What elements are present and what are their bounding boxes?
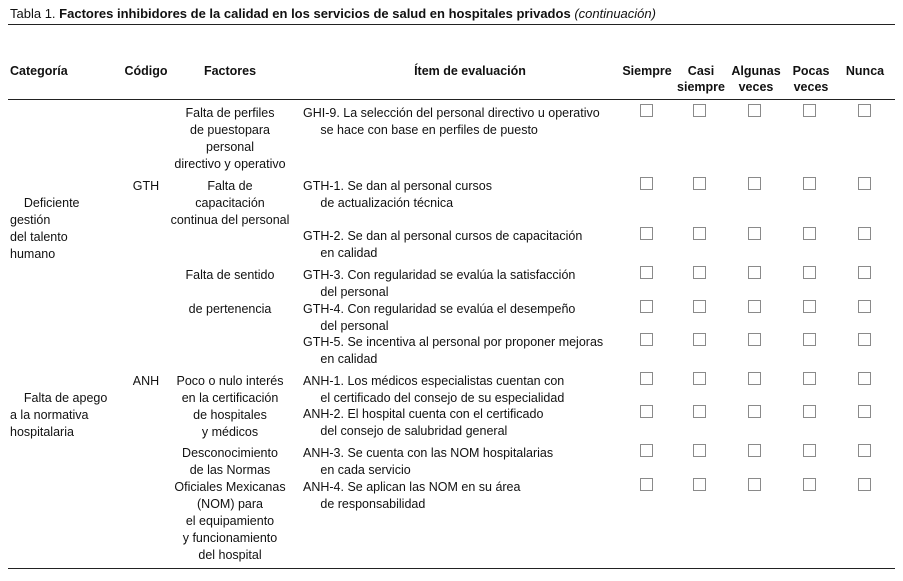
checkbox-siempre[interactable] bbox=[640, 227, 653, 240]
checkbox-siempre[interactable] bbox=[640, 478, 653, 491]
item-gth-5: GTH-5. Se incentiva al personal por proponer mejoras en calidad bbox=[303, 335, 604, 366]
checkbox-algunas-veces[interactable] bbox=[748, 405, 761, 418]
item-anh-2: ANH-2. El hospital cuenta con el certificado del consejo de salubridad general bbox=[303, 407, 544, 438]
caption-title: Factores inhibidores de la calidad en los servicios de salud en hospitales privados bbox=[59, 6, 571, 21]
checkbox-siempre[interactable] bbox=[640, 177, 653, 190]
top-rule bbox=[8, 24, 895, 25]
header-nunca: Nunca bbox=[845, 64, 885, 78]
checkbox-casi-siempre[interactable] bbox=[693, 405, 706, 418]
checkbox-pocas-veces[interactable] bbox=[803, 478, 816, 491]
header-siempre: Siempre bbox=[622, 64, 672, 78]
code-anh: ANH bbox=[132, 374, 160, 388]
factor-perfiles: Falta de perfiles de puestopara personal directivo y operativo bbox=[174, 106, 286, 171]
header-pocas-veces: Pocas veces bbox=[792, 64, 830, 94]
checkbox-pocas-veces[interactable] bbox=[803, 300, 816, 313]
item-anh-4: ANH-4. Se aplican las NOM en su área de responsabilidad bbox=[303, 480, 521, 511]
checkbox-casi-siempre[interactable] bbox=[693, 104, 706, 117]
checkbox-casi-siempre[interactable] bbox=[693, 372, 706, 385]
checkbox-nunca[interactable] bbox=[858, 227, 871, 240]
checkbox-siempre[interactable] bbox=[640, 104, 653, 117]
checkbox-algunas-veces[interactable] bbox=[748, 478, 761, 491]
checkbox-nunca[interactable] bbox=[858, 177, 871, 190]
checkbox-siempre[interactable] bbox=[640, 300, 653, 313]
checkbox-siempre[interactable] bbox=[640, 372, 653, 385]
checkbox-casi-siempre[interactable] bbox=[693, 266, 706, 279]
header-factores: Factores bbox=[203, 64, 257, 78]
checkbox-siempre[interactable] bbox=[640, 266, 653, 279]
factor-capacitacion: Falta de capacitación continua del personal bbox=[170, 179, 290, 227]
item-gth-4: GTH-4. Con regularidad se evalúa el desempeño del personal bbox=[303, 302, 576, 333]
checkbox-nunca[interactable] bbox=[858, 333, 871, 346]
checkbox-pocas-veces[interactable] bbox=[803, 372, 816, 385]
caption-continuation: (continuación) bbox=[574, 6, 656, 21]
checkbox-casi-siempre[interactable] bbox=[693, 300, 706, 313]
checkbox-algunas-veces[interactable] bbox=[748, 104, 761, 117]
factor-certificacion: Poco o nulo interés en la certificación de hospitales y médicos bbox=[176, 374, 284, 439]
checkbox-algunas-veces[interactable] bbox=[748, 333, 761, 346]
checkbox-algunas-veces[interactable] bbox=[748, 300, 761, 313]
item-anh-3: ANH-3. Se cuenta con las NOM hospitalarias en cada servicio bbox=[303, 446, 554, 477]
checkbox-pocas-veces[interactable] bbox=[803, 104, 816, 117]
header-algunas-veces: Algunas veces bbox=[731, 64, 781, 94]
checkbox-nunca[interactable] bbox=[858, 478, 871, 491]
checkbox-pocas-veces[interactable] bbox=[803, 444, 816, 457]
table-caption bbox=[10, 5, 656, 22]
header-item: Ítem de evaluación bbox=[414, 64, 526, 78]
checkbox-casi-siempre[interactable] bbox=[693, 227, 706, 240]
checkbox-nunca[interactable] bbox=[858, 372, 871, 385]
checkbox-algunas-veces[interactable] bbox=[748, 177, 761, 190]
checkbox-siempre[interactable] bbox=[640, 333, 653, 346]
checkbox-casi-siempre[interactable] bbox=[693, 177, 706, 190]
checkbox-casi-siempre[interactable] bbox=[693, 444, 706, 457]
bottom-rule bbox=[8, 568, 895, 569]
factor-sentido: Falta de sentido bbox=[185, 268, 275, 282]
category-anh bbox=[10, 373, 107, 458]
category-gth-name: Deficiente gestión del talento humano bbox=[10, 196, 80, 261]
checkbox-siempre[interactable] bbox=[640, 405, 653, 418]
code-gth: GTH bbox=[132, 179, 160, 193]
checkbox-algunas-veces[interactable] bbox=[748, 372, 761, 385]
header-codigo: Código bbox=[124, 64, 168, 78]
checkbox-algunas-veces[interactable] bbox=[748, 266, 761, 279]
item-gth-1: GTH-1. Se dan al personal cursos de actualización técnica bbox=[303, 179, 492, 210]
caption-label: Tabla 1. bbox=[10, 6, 56, 21]
checkbox-algunas-veces[interactable] bbox=[748, 444, 761, 457]
category-anh-name: Falta de apego a la normativa hospitalaria bbox=[10, 391, 108, 439]
header-categoria: Categoría bbox=[10, 64, 68, 78]
factor-pertenencia: de pertenencia bbox=[188, 302, 272, 316]
header-rule bbox=[8, 99, 895, 100]
item-gth-3: GTH-3. Con regularidad se evalúa la satisfacción del personal bbox=[303, 268, 576, 299]
checkbox-pocas-veces[interactable] bbox=[803, 177, 816, 190]
checkbox-nunca[interactable] bbox=[858, 444, 871, 457]
item-gth-2: GTH-2. Se dan al personal cursos de capacitación en calidad bbox=[303, 229, 583, 260]
checkbox-nunca[interactable] bbox=[858, 405, 871, 418]
item-anh-1: ANH-1. Los médicos especialistas cuentan con el certificado del consejo de su especialidad bbox=[303, 374, 565, 405]
checkbox-pocas-veces[interactable] bbox=[803, 227, 816, 240]
checkbox-siempre[interactable] bbox=[640, 444, 653, 457]
checkbox-algunas-veces[interactable] bbox=[748, 227, 761, 240]
checkbox-pocas-veces[interactable] bbox=[803, 266, 816, 279]
checkbox-pocas-veces[interactable] bbox=[803, 333, 816, 346]
checkbox-nunca[interactable] bbox=[858, 266, 871, 279]
checkbox-casi-siempre[interactable] bbox=[693, 333, 706, 346]
checkbox-pocas-veces[interactable] bbox=[803, 405, 816, 418]
checkbox-nunca[interactable] bbox=[858, 104, 871, 117]
checkbox-casi-siempre[interactable] bbox=[693, 478, 706, 491]
factor-nom: Desconocimiento de las Normas Oficiales Mexicanas (NOM) para el equipamiento y funcionamiento del hospital bbox=[174, 446, 286, 562]
item-ghi-9: GHI-9. La selección del personal directivo u operativo se hace con base en perfiles de puesto bbox=[303, 106, 600, 137]
checkbox-nunca[interactable] bbox=[858, 300, 871, 313]
category-gth bbox=[10, 178, 80, 280]
header-casi-siempre: Casi siempre bbox=[677, 64, 725, 94]
